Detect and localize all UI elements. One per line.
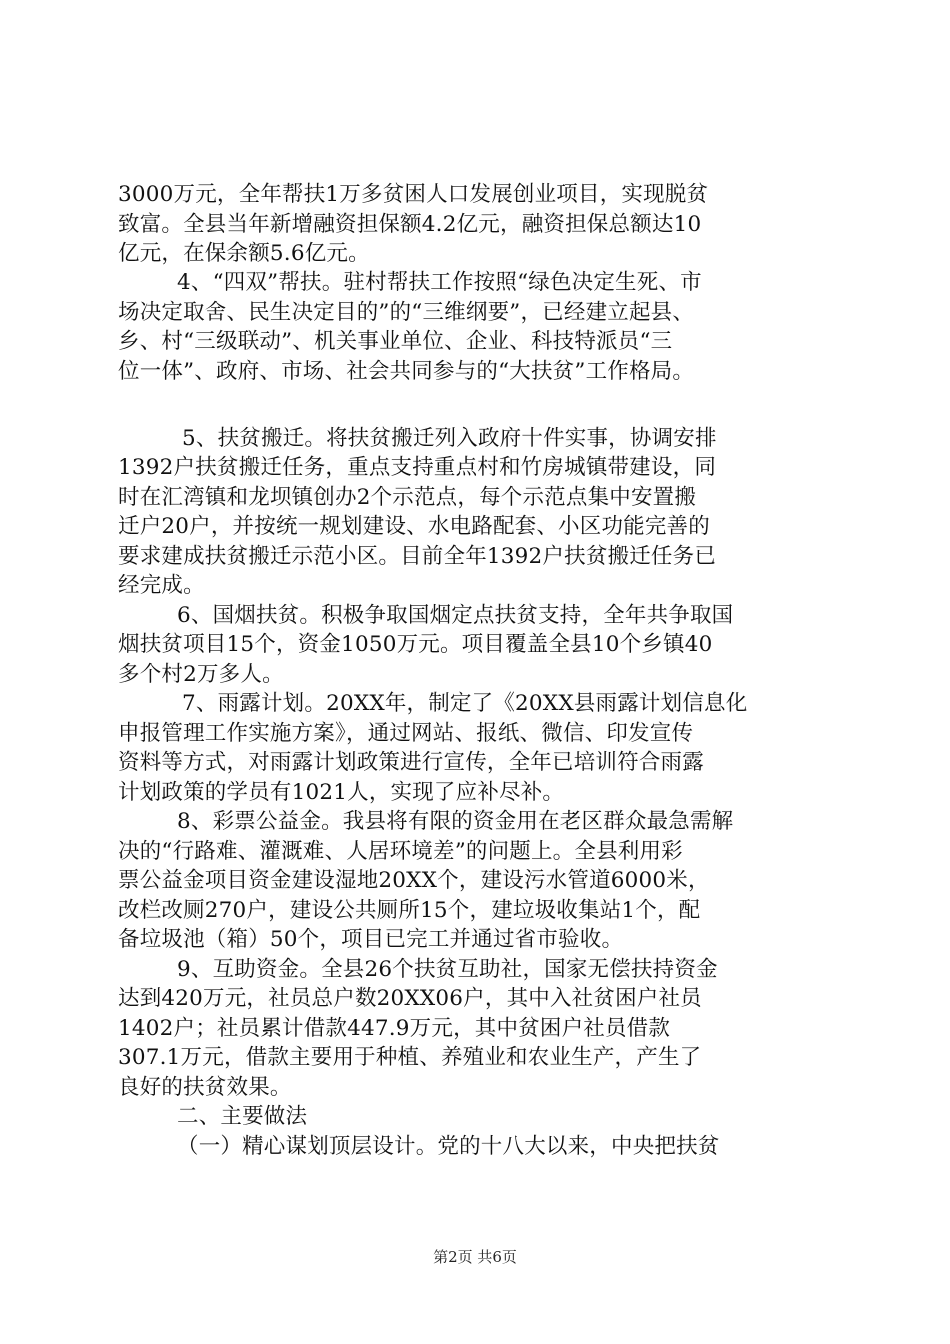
text-line: 良好的扶贫效果。 bbox=[118, 1075, 292, 1100]
text-line: 3000万元，全年帮扶1万多贫困人口发展创业项目，实现脱贫 bbox=[118, 182, 709, 207]
text-line: 时在汇湾镇和龙坝镇创办2个示范点，每个示范点集中安置搬 bbox=[118, 485, 697, 510]
section-heading: 二、主要做法 bbox=[177, 1104, 308, 1129]
text-line: 烟扶贫项目15个，资金1050万元。项目覆盖全县10个乡镇40 bbox=[118, 632, 713, 657]
text-line: 迁户20户，并按统一规划建设、水电路配套、小区功能完善的 bbox=[118, 514, 710, 539]
text-line: 乡、村“三级联动”、机关事业单位、企业、科技特派员“三 bbox=[118, 329, 673, 354]
text-line: 备垃圾池（箱）50个，项目已完工并通过省市验收。 bbox=[118, 927, 624, 952]
text-line: 307.1万元，借款主要用于种植、养殖业和农业生产，产生了 bbox=[118, 1045, 702, 1070]
text-line: 决的“行路难、灌溉难、人居环境差”的问题上。全县利用彩 bbox=[118, 839, 683, 864]
text-line: 7、雨露计划。20XX年，制定了《20XX县雨露计划信息化 bbox=[182, 691, 748, 716]
page-number: 第2页 共6页 bbox=[433, 1248, 517, 1266]
text-line: 8、彩票公益金。我县将有限的资金用在老区群众最急需解 bbox=[177, 809, 734, 834]
text-line: 票公益金项目资金建设湿地20XX个，建设污水管道6000米， bbox=[118, 868, 710, 893]
text-line: 1392户扶贫搬迁任务，重点支持重点村和竹房城镇带建设，同 bbox=[118, 455, 717, 480]
text-line: 多个村2万多人。 bbox=[118, 662, 284, 687]
text-line: 改栏改厕270户，建设公共厕所15个，建垃圾收集站1个，配 bbox=[118, 898, 701, 923]
text-line: 9、互助资金。全县26个扶贫互助社，国家无偿扶持资金 bbox=[177, 957, 718, 982]
text-line: 经完成。 bbox=[118, 573, 205, 598]
text-line: 亿元，在保余额5.6亿元。 bbox=[118, 241, 370, 266]
text-line: 达到420万元，社员总户数20XX06户，其中入社贫困户社员 bbox=[118, 986, 702, 1011]
text-line: 要求建成扶贫搬迁示范小区。目前全年1392户扶贫搬迁任务已 bbox=[118, 544, 717, 569]
text-line: 4、“四双”帮扶。驻村帮扶工作按照“绿色决定生死、市 bbox=[177, 270, 702, 295]
text-line: （一）精心谋划顶层设计。党的十八大以来，中央把扶贫 bbox=[177, 1134, 720, 1159]
text-line: 场决定取舍、民生决定目的”的“三维纲要”，已经建立起县、 bbox=[118, 300, 695, 325]
text-line: 申报管理工作实施方案》，通过网站、报纸、微信、印发宣传 bbox=[118, 721, 694, 746]
text-line: 致富。全县当年新增融资担保额4.2亿元，融资担保总额达10 bbox=[118, 212, 702, 237]
text-line: 6、国烟扶贫。积极争取国烟定点扶贫支持，全年共争取国 bbox=[177, 603, 734, 628]
text-line: 资料等方式，对雨露计划政策进行宣传，全年已培训符合雨露 bbox=[118, 750, 704, 775]
text-line: 1402户；社员累计借款447.9万元，其中贫困户社员借款 bbox=[118, 1016, 671, 1041]
text-line: 位一体”、政府、市场、社会共同参与的“大扶贫”工作格局。 bbox=[118, 359, 695, 384]
text-line: 计划政策的学员有1021人，实现了应补尽补。 bbox=[118, 780, 565, 805]
text-line: 5、扶贫搬迁。将扶贫搬迁列入政府十件实事，协调安排 bbox=[182, 426, 717, 451]
